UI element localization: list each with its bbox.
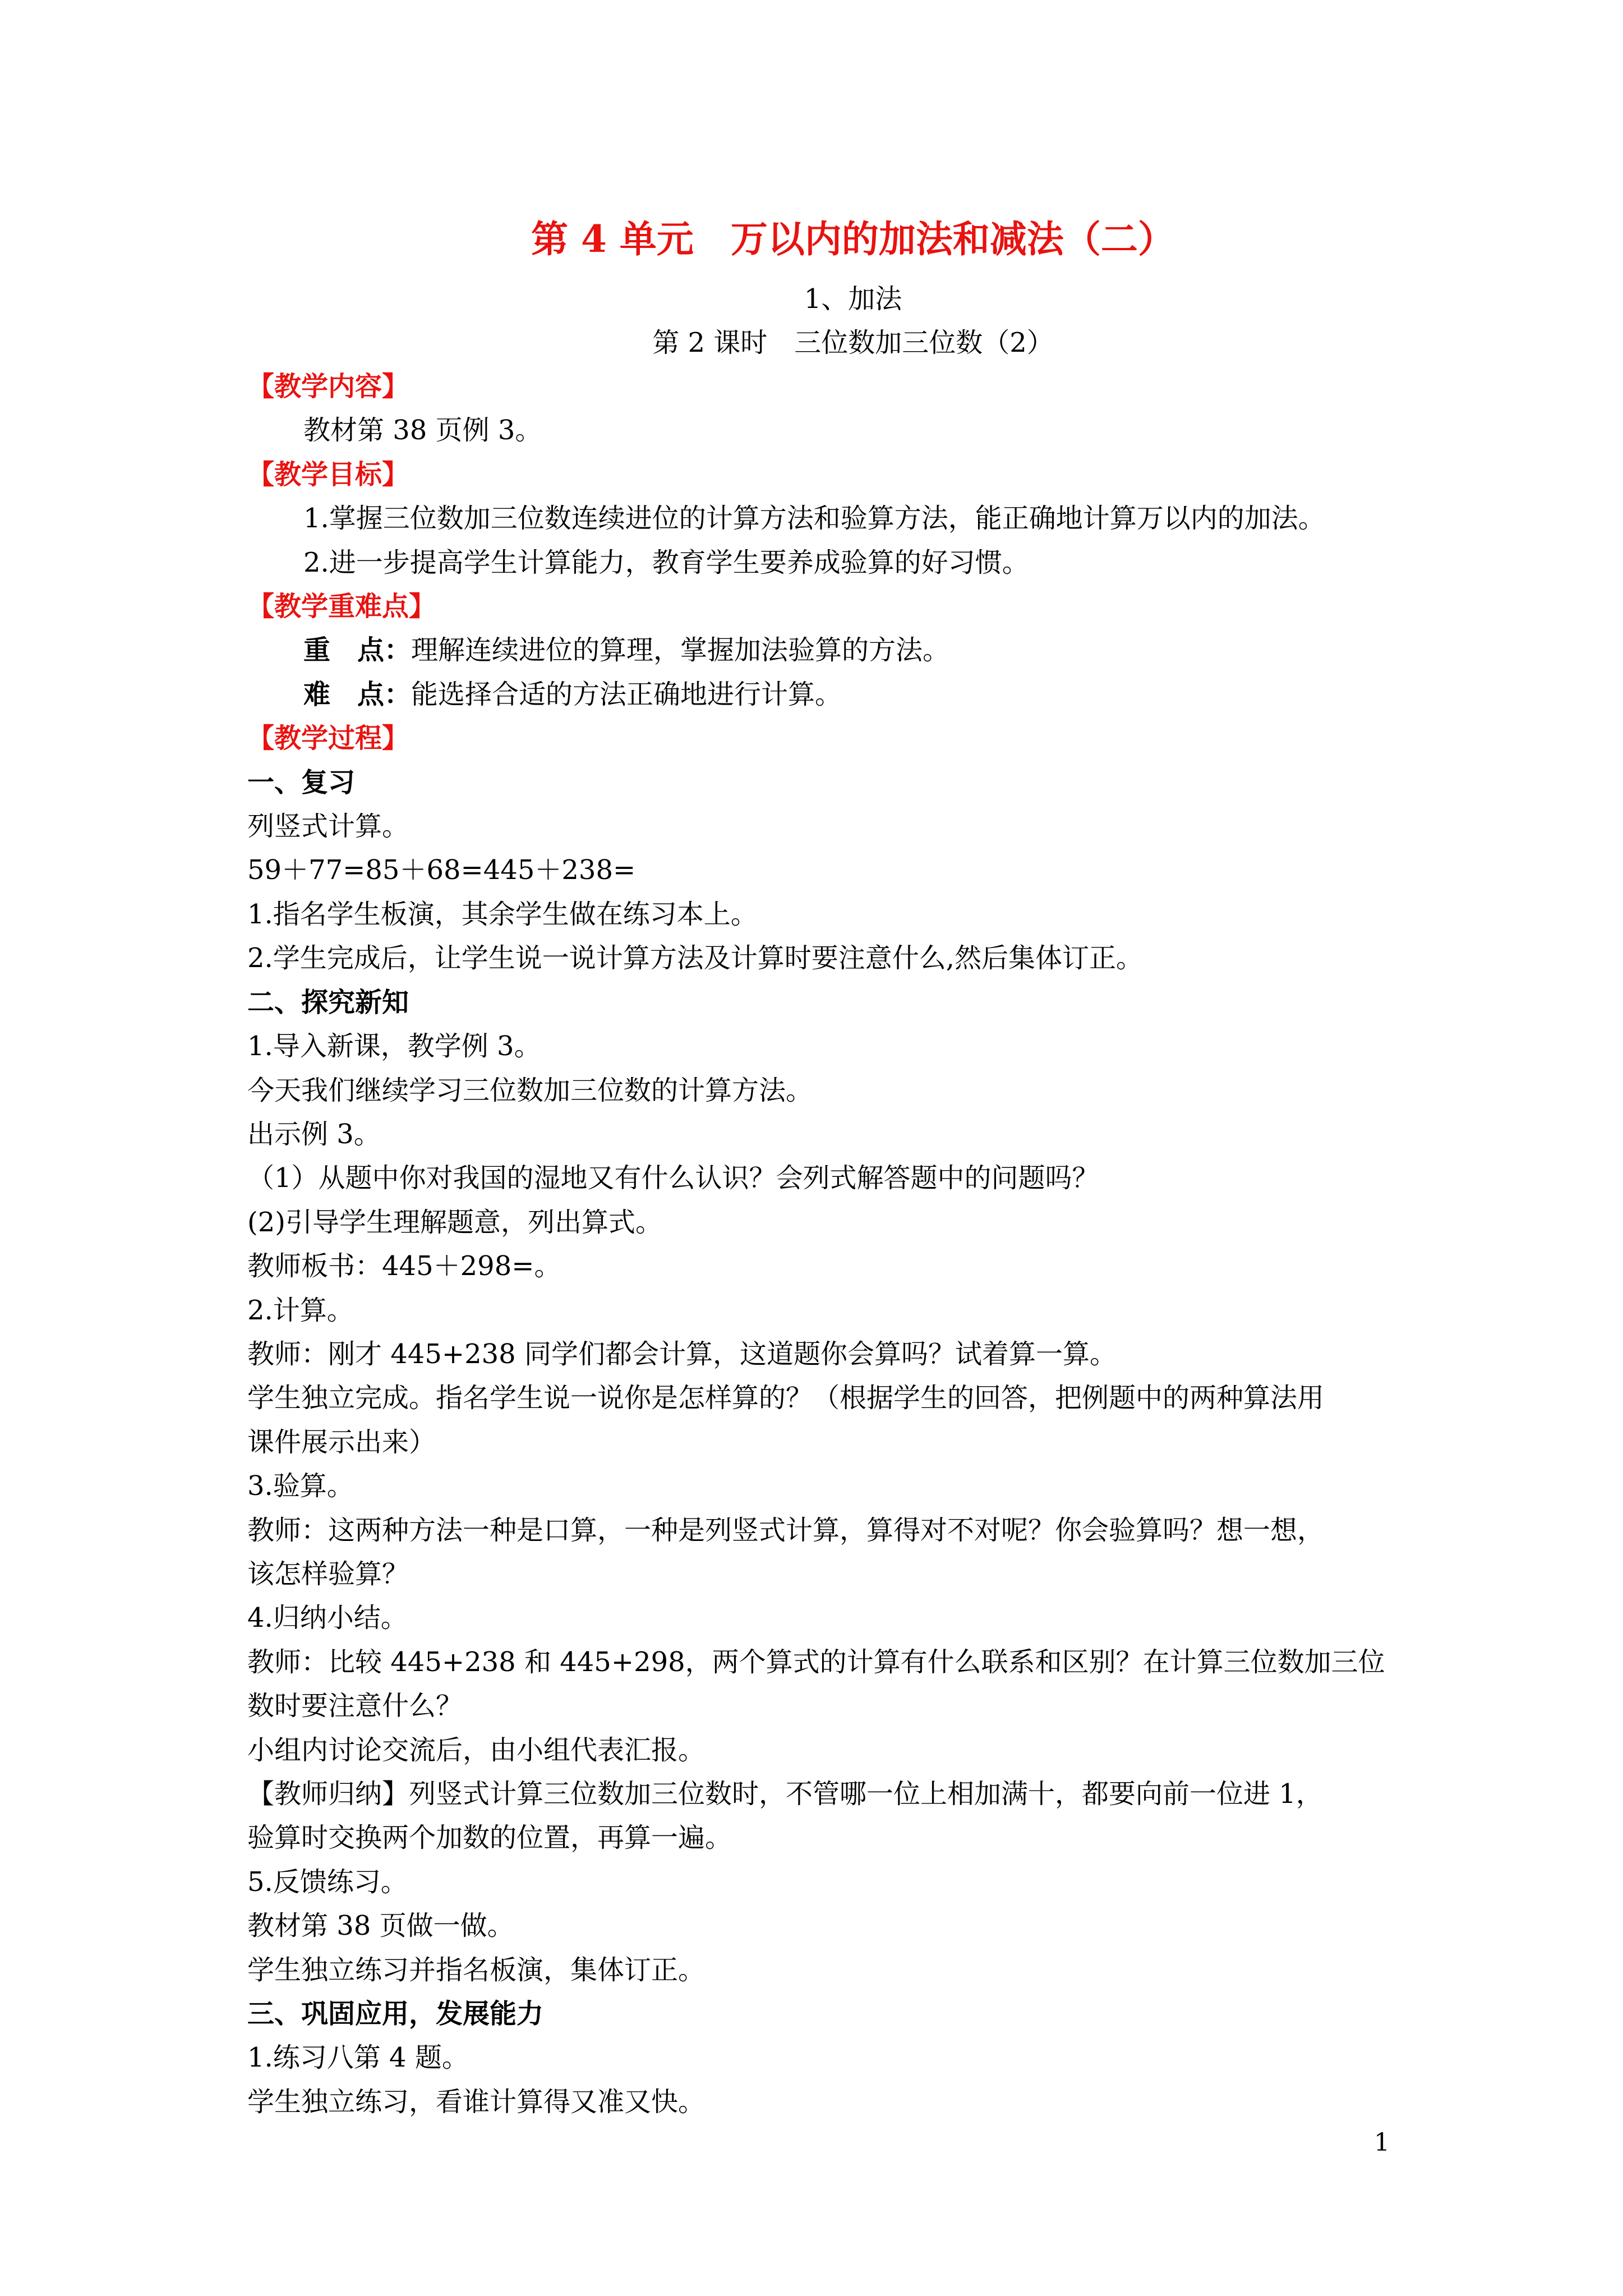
key-point-label: 难 点： xyxy=(303,678,412,710)
paragraph-line: 数时要注意什么？ xyxy=(247,1690,463,1722)
section-label: 【教学过程】 xyxy=(247,723,409,754)
paragraph-line: 今天我们继续学习三位数加三位数的计算方法。 xyxy=(247,1074,813,1106)
paragraph-line: 1.导入新课，教学例 3。 xyxy=(247,1030,541,1062)
paragraph-line: 出示例 3。 xyxy=(247,1118,381,1150)
paragraph-line: 2.计算。 xyxy=(247,1294,354,1326)
paragraph-line: 5.反馈练习。 xyxy=(247,1866,408,1898)
part-heading: 二、探究新知 xyxy=(247,986,409,1018)
paragraph-line: 教师：刚才 445+238 同学们都会计算，这道题你会算吗？试着算一算。 xyxy=(247,1338,1117,1370)
paragraph-line: 2.学生完成后，让学生说一说计算方法及计算时要注意什么,然后集体订正。 xyxy=(247,942,1144,974)
part-heading: 三、巩固应用，发展能力 xyxy=(247,1998,544,2030)
lesson-heading: 第 2 课时 三位数加三位数（2） xyxy=(652,327,1054,358)
section-label: 【教学重难点】 xyxy=(247,591,436,623)
paragraph-line: 【教师归纳】列竖式计算三位数加三位数时，不管哪一位上相加满十，都要向前一位进 1， xyxy=(247,1778,1323,1810)
key-point-text: 能选择合适的方法正确地进行计算。 xyxy=(411,678,842,710)
key-point-label: 重 点： xyxy=(303,634,412,666)
lesson-body xyxy=(247,365,1397,2124)
page-number: 1 xyxy=(1374,2128,1390,2157)
paragraph-line: 1.指名学生板演，其余学生做在练习本上。 xyxy=(247,898,758,930)
section-label: 【教学内容】 xyxy=(247,371,409,402)
paragraph-line: 学生独立练习并指名板演，集体订正。 xyxy=(247,1954,706,1986)
paragraph-line: 学生独立练习，看谁计算得又准又快。 xyxy=(247,2086,706,2118)
paragraph-line: 1.练习八第 4 题。 xyxy=(247,2042,469,2074)
paragraph-line: （1）从题中你对我国的湿地又有什么认识？会列式解答题中的问题吗？ xyxy=(247,1162,1099,1194)
paragraph-line: (2)引导学生理解题意，列出算式。 xyxy=(247,1206,662,1238)
indented-paragraph: 教材第 38 页例 3。 xyxy=(303,415,542,447)
indented-paragraph: 2.进一步提高学生计算能力，教育学生要养成验算的好习惯。 xyxy=(303,546,1029,578)
paragraph-line: 教材第 38 页做一做。 xyxy=(247,1910,514,1942)
paragraph-line: 学生独立完成。指名学生说一说你是怎样算的？（根据学生的回答，把例题中的两种算法用 xyxy=(247,1382,1325,1414)
section-label: 【教学目标】 xyxy=(247,458,409,490)
section-heading: 1、加法 xyxy=(804,283,902,315)
paragraph-line: 验算时交换两个加数的位置，再算一遍。 xyxy=(247,1822,732,1854)
key-point-text: 理解连续进位的算理，掌握加法验算的方法。 xyxy=(411,634,950,666)
paragraph-line: 3.验算。 xyxy=(247,1470,354,1502)
paragraph-line: 4.归纳小结。 xyxy=(247,1602,408,1634)
paragraph-line: 教师：比较 445+238 和 445+298，两个算式的计算有什么联系和区别？在计算三位数加三位 xyxy=(247,1646,1385,1678)
part-heading: 一、复习 xyxy=(247,766,356,798)
paragraph-line: 该怎样验算？ xyxy=(247,1558,409,1590)
paragraph-line: 教师：这两种方法一种是口算，一种是列竖式计算，算得对不对呢？你会验算吗？想一想， xyxy=(247,1514,1325,1546)
paragraph-line: 教师板书：445＋298=。 xyxy=(247,1250,561,1282)
paragraph-line: 课件展示出来） xyxy=(247,1426,436,1458)
paragraph-line: 列竖式计算。 xyxy=(247,811,409,843)
unit-title: 第 4 单元 万以内的加法和减法（二） xyxy=(531,217,1175,261)
key-point-line xyxy=(247,673,1397,716)
indented-paragraph: 1.掌握三位数加三位数连续进位的计算方法和验算方法，能正确地计算万以内的加法。 xyxy=(303,503,1325,535)
document-content xyxy=(247,212,1397,2124)
paragraph-line: 59＋77=85＋68=445＋238= xyxy=(247,854,636,886)
paragraph-line: 小组内讨论交流后，由小组代表汇报。 xyxy=(247,1734,706,1766)
key-point-line xyxy=(247,628,1397,672)
